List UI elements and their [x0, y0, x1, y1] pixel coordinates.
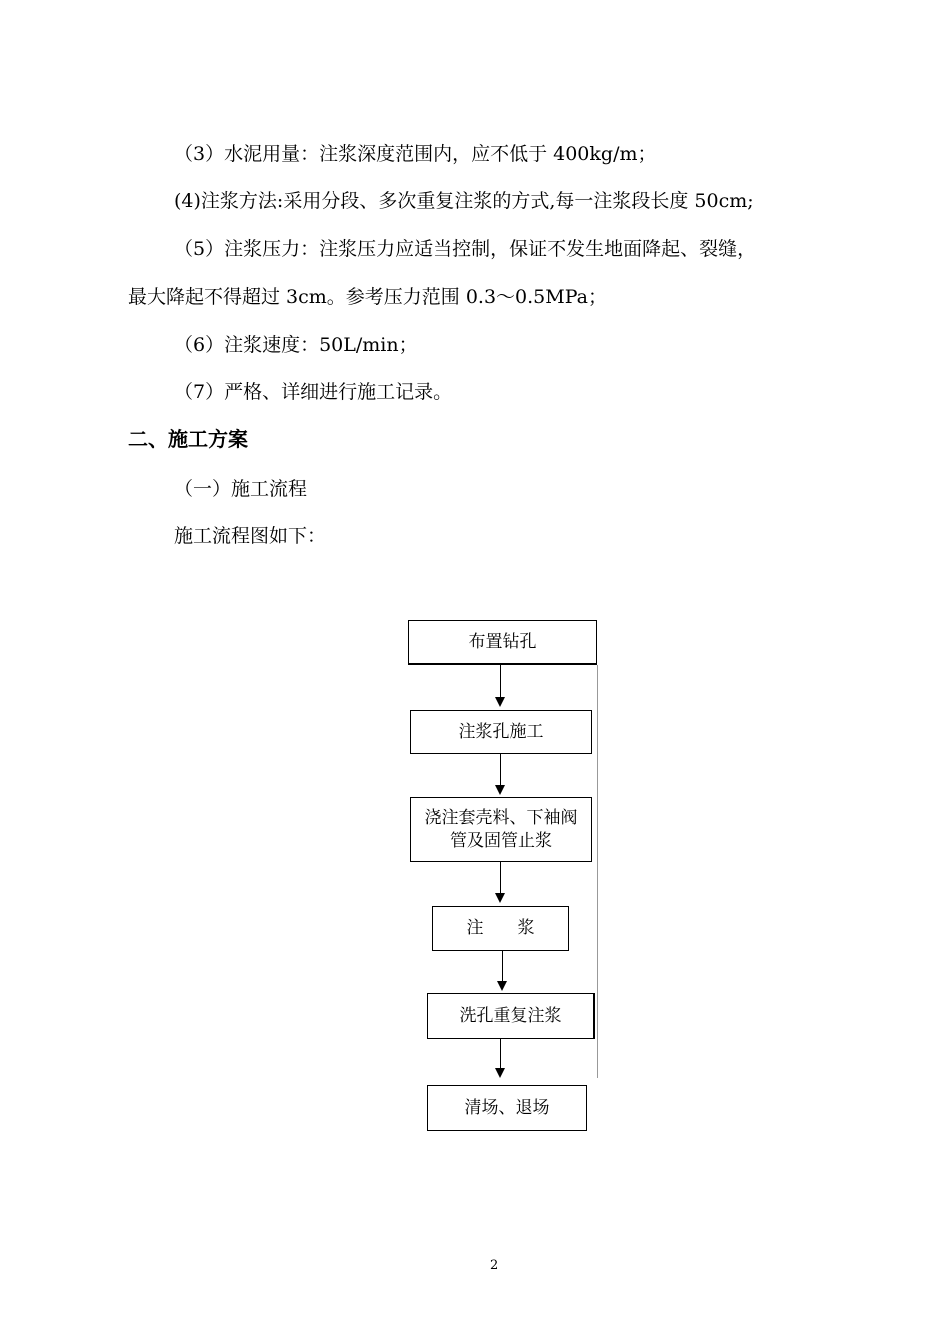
paragraph-grouting-method: (4)注浆方法:采用分段、多次重复注浆的方式,每一注浆段长度 50cm;: [174, 190, 754, 212]
paragraph-cement-amount: （3）水泥用量：注浆深度范围内，应不低于 400kg/m；: [174, 143, 657, 165]
arrow-down-icon: [495, 785, 505, 795]
flowchart-side-line: [597, 665, 598, 1078]
flowchart-intro: 施工流程图如下：: [174, 525, 327, 547]
arrow-down-icon: [495, 1068, 505, 1078]
flow-step-drill-holes: 注浆孔施工: [410, 710, 592, 754]
arrow-down-icon: [495, 697, 505, 707]
arrow-down-icon: [497, 981, 507, 991]
flow-connector: [500, 862, 501, 894]
flow-step-repeat-grouting: 洗孔重复注浆: [427, 993, 595, 1039]
paragraph-construction-record: （7）严格、详细进行施工记录。: [174, 381, 453, 403]
flow-step-site-clearance: 清场、退场: [427, 1085, 587, 1131]
flow-step-layout-holes: 布置钻孔: [408, 620, 597, 665]
flow-connector: [500, 754, 501, 785]
flow-connector: [502, 951, 503, 981]
paragraph-grouting-pressure: （5）注浆压力：注浆压力应适当控制，保证不发生地面降起、裂缝，: [174, 238, 757, 260]
arrow-down-icon: [495, 893, 505, 903]
page-number: 2: [490, 1258, 499, 1273]
paragraph-grouting-speed: （6）注浆速度：50L/min；: [174, 334, 418, 356]
paragraph-grouting-pressure-cont: 最大降起不得超过 3cm。参考压力范围 0.3～0.5MPa；: [128, 286, 607, 308]
flow-connector: [500, 1039, 501, 1068]
flow-step-sleeve-pipe: 浇注套壳料、下袖阀管及固管止浆: [410, 797, 592, 862]
flow-connector: [500, 665, 501, 698]
subsection-heading: （一）施工流程: [174, 478, 308, 500]
flow-step-grouting: 注 浆: [432, 906, 569, 951]
section-heading: 二、施工方案: [128, 427, 248, 451]
